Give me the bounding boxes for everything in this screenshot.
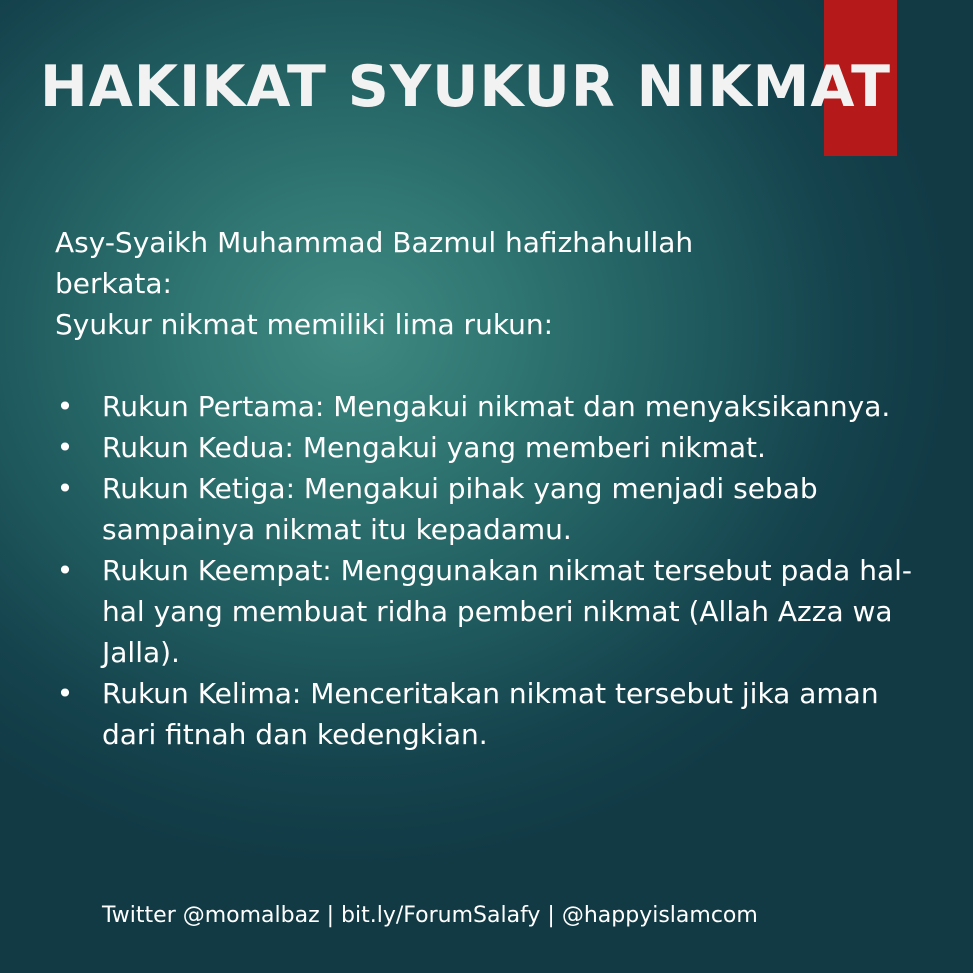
rukun-text: Rukun Kelima: Menceritakan nikmat tersebut jika aman dari fitnah dan kedengkian. — [102, 677, 879, 751]
bullet-icon: • — [56, 472, 74, 505]
bullet-icon: • — [56, 554, 74, 587]
rukun-text: Rukun Ketiga: Mengakui pihak yang menjadi sebab sampainya nikmat itu kepadamu. — [102, 472, 818, 546]
list-item — [55, 550, 935, 673]
poster-title: HAKIKAT SYUKUR NIKMAT — [40, 54, 891, 120]
intro-statement: Syukur nikmat memiliki lima rukun: — [55, 308, 554, 341]
intro-speaker: Asy-Syaikh Muhammad Bazmul hafizhahullah — [55, 226, 694, 259]
body-text — [55, 222, 935, 755]
bullet-icon: • — [56, 677, 74, 710]
list-item — [55, 427, 935, 468]
bullet-icon: • — [56, 431, 74, 464]
list-item — [55, 386, 935, 427]
rukun-text: Rukun Keempat: Menggunakan nikmat tersebut pada hal-hal yang membuat ridha pemberi nikmat (Allah Azza wa Jalla). — [102, 554, 913, 669]
rukun-list — [55, 386, 935, 755]
footer-credits: Twitter @momalbaz | bit.ly/ForumSalafy | @happyislamcom — [102, 903, 758, 928]
list-item — [55, 468, 935, 550]
bullet-icon: • — [56, 390, 74, 423]
intro-verb: berkata: — [55, 267, 172, 300]
rukun-text: Rukun Pertama: Mengakui nikmat dan menyaksikannya. — [102, 390, 891, 423]
list-item — [55, 673, 935, 755]
intro — [55, 222, 935, 345]
rukun-text: Rukun Kedua: Mengakui yang memberi nikmat. — [102, 431, 766, 464]
